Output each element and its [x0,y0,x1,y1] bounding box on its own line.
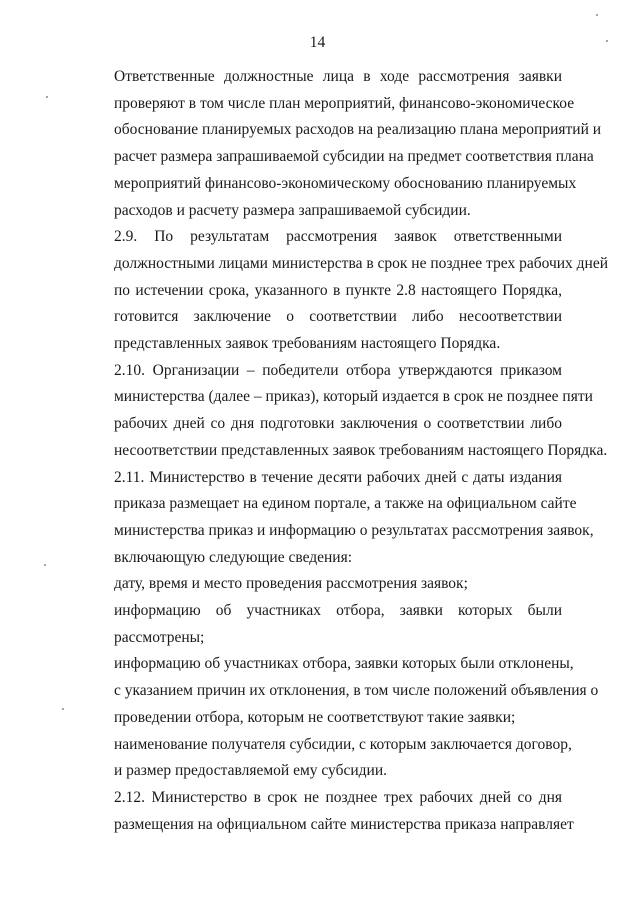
scan-speck [46,96,48,98]
paragraph-responsible-officials [74,64,602,224]
text-line: информацию об участниках отбора, заявки которых были отклонены, [114,655,574,673]
paragraph-2-12 [74,785,574,838]
text-line: включающую следующие сведения: [114,548,353,566]
paragraph-info-considered [74,598,562,651]
text-line: обоснование планируемых расходов на реализацию плана мероприятий и [114,121,602,139]
text-line: готовится заключение о соответствии либо несоответствии [114,308,562,326]
page-number: 14 [309,34,326,51]
scan-speck [596,14,598,16]
document-body [74,64,609,838]
text-line: мероприятий финансово-экономическому обоснованию планируемых [114,174,577,192]
text-line: министерства приказ и информацию о результатах рассмотрения заявок, [114,521,594,539]
text-line: размещения на официальном сайте министерства приказа направляет [114,815,574,833]
text-line: приказа размещает на едином портале, а также на официальном сайте [114,495,577,513]
text-line: министерства (далее – приказ), который издается в срок не позднее пяти [114,388,593,406]
paragraph-2-10 [74,358,608,465]
text-line: проведении отбора, которым не соответствуют такие заявки; [114,708,516,726]
text-line: информацию об участниках отбора, заявки которых были [114,602,562,620]
text-line: проверяют в том числе план мероприятий, финансово-экономическое [114,94,575,112]
text-line: по истечении срока, указанного в пункте 2.8 настоящего Порядка, [114,281,562,299]
paragraph-info-rejected [74,651,599,731]
paragraph-recipient-name [74,732,572,785]
scan-speck [62,708,64,710]
paragraph-2-11 [74,465,594,572]
paragraph-2-9 [74,224,609,358]
text-line: 2.10. Организации – победители отбора утверждаются приказом [114,361,562,379]
text-line: расходов и расчету размера запрашиваемой субсидии. [114,201,471,219]
text-line: с указанием причин их отклонения, в том числе положений объявления о [114,682,599,700]
text-line: должностными лицами министерства в срок не позднее трех рабочих дней [114,254,609,272]
text-line: дату, время и место проведения рассмотрения заявок; [114,575,468,593]
text-line: 2.12. Министерство в срок не позднее трех рабочих дней со дня [114,788,562,806]
text-line: Ответственные должностные лица в ходе рассмотрения заявки [114,68,562,85]
text-line: наименование получателя субсидии, с которым заключается договор, [114,735,572,753]
text-line: несоответствии представленных заявок требованиям настоящего Порядка. [114,441,608,459]
text-line: расчет размера запрашиваемой субсидии на предмет соответствия плана [114,148,594,166]
paragraph-date-time-place [74,571,562,598]
text-line: 2.11. Министерство в течение десяти рабочих дней с даты издания [114,468,562,486]
text-line: и размер предоставляемой ему субсидии. [114,762,388,780]
scan-speck [606,40,608,42]
text-line: рассмотрены; [114,628,205,646]
scan-speck [44,564,46,566]
text-line: рабочих дней со дня подготовки заключения о соответствии либо [114,415,562,433]
text-line: 2.9. По результатам рассмотрения заявок ответственными [114,228,562,246]
text-line: представленных заявок требованиям настоящего Порядка. [114,335,501,353]
